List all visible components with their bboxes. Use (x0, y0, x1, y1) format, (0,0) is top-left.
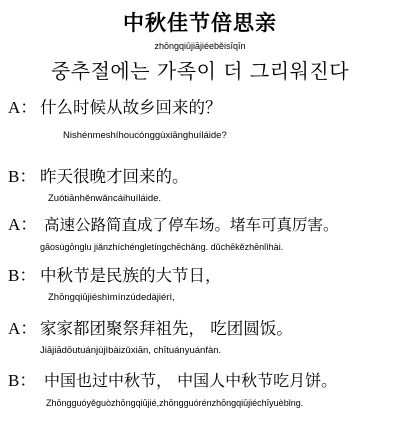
dialogue-chinese-text: 昨天很晚才回来的。 (40, 167, 189, 186)
dialogue-pinyin-text: Zhōngqiūjiéshìmínzúdedàjiérì, (48, 292, 175, 303)
dialogue-chinese-text: 中秋节是民族的大节日， (40, 266, 222, 285)
dialogue-pinyin-text: gāosùgōnglu jiǎnzhíchéngletíngchēchǎng. dǔchēkězhēnlìhài. (40, 242, 284, 252)
dialogue-chinese-text: 高速公路简直成了停车场。堵车可真厉害。 (44, 216, 339, 234)
page-title: 中秋佳节倍思亲 (123, 11, 277, 35)
speaker-label: B： (8, 266, 37, 285)
dialogue-pinyin-text: Nishénmeshíhoucónggùxiānghuíláide? (63, 130, 227, 141)
dialogue-chinese-text: 什么时候从故乡回来的？ (40, 98, 222, 117)
speaker-label: A： (8, 215, 38, 234)
title-pinyin: zhōngqiūjiājiéeběisīqīn (154, 41, 246, 51)
dialogue-pinyin-text: Zhōngguóyěguòzhōngqiūjié,zhōngguórénzhōngqiūjiéchīyuèbǐng. (46, 398, 304, 408)
title-korean-translation: 중추절에는 가족이 더 그리워진다 (50, 59, 350, 83)
speaker-label: A： (8, 98, 38, 117)
dialogue-chinese-text: 中国也过中秋节， 中国人中秋节吃月饼。 (44, 371, 338, 390)
speaker-label: B： (8, 371, 37, 390)
speaker-label: B： (8, 167, 37, 186)
dialogue-chinese-text: 家家都团聚祭拜祖先， 吃团圆饭。 (40, 319, 293, 338)
dialogue-pinyin-text: Zuótiānhěnwǎncáihuíláide. (48, 193, 162, 204)
speaker-label: A： (8, 319, 38, 338)
dialogue-pinyin-text: Jiājiādōutuánjùjìbàizǔxiān, chītuányuánfàn. (40, 345, 222, 356)
